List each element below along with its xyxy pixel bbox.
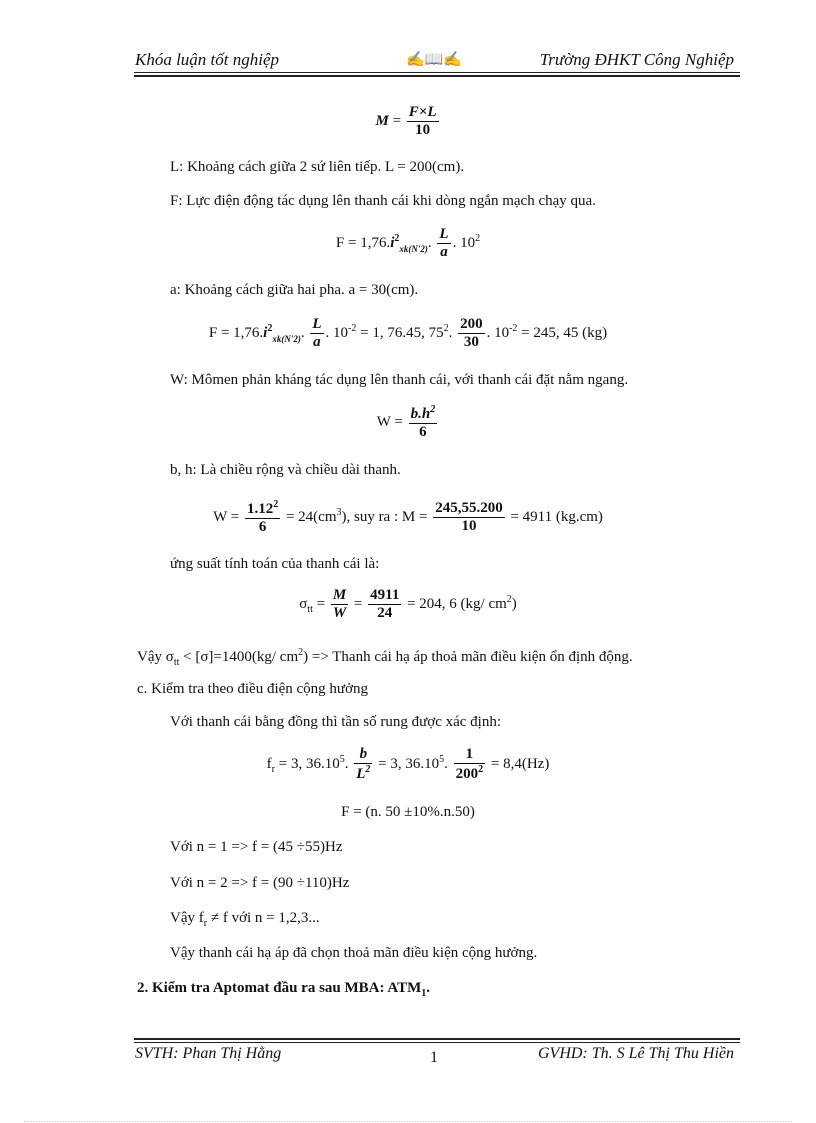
- formula-moment: M = $\frac{F\times L}{10}$: [375, 104, 437, 139]
- formula-frequency: $f_r = 3$, 36.10$^5$. $\frac{b}{L^2}$ = 3, 36.10$^5$. $\frac{1}{200^2}$ = 8,4(Hz): [266, 746, 550, 783]
- header-rule-thin: [134, 72, 740, 73]
- para-conclusion-2: Vậy $f_r \ne f$ với n = 1,2,3...: [170, 910, 320, 929]
- formula-force: $F = 1,76.i^2_{xk(N'2)}$. $\frac{L}{a}$ . $10^2$: [335, 226, 481, 261]
- page-number: 1: [430, 1049, 438, 1066]
- header-rule-thick: [134, 75, 740, 77]
- para-a: a: Khoảng cách giữa hai pha. a = 30(cm).: [170, 282, 419, 298]
- formula-W: W = $\frac{b.h^2}{6}$: [376, 404, 436, 441]
- footer-rule-thick: [134, 1038, 740, 1040]
- header-left: Khóa luận tốt nghiệp: [135, 50, 280, 69]
- section-2-heading: 2. Kiểm tra Aptomat đầu ra sau MBA: $ATM_1$.: [137, 980, 431, 999]
- para-n1: Với n = 1 => f = (45 ÷55)Hz: [170, 839, 343, 855]
- para-stress: ứng suất tính toán của thanh cái là:: [170, 556, 380, 572]
- para-conclusion-1: Vậy $\sigma_{tt} < [\sigma]=1400(kg/$ $cm^2$) => Thanh cái hạ áp thoả mãn điều kiện ổn định động.: [137, 647, 633, 668]
- footer-right: GVHD: Th. S Lê Thị Thu Hiền: [537, 1045, 734, 1062]
- footer-left: SVTH: Phan Thị Hằng: [135, 1045, 282, 1062]
- para-W: W: Mômen phản kháng tác dụng lên thanh cái, với thanh cái đặt nằm ngang.: [170, 372, 629, 388]
- formula-force-value: $F = 1,76.i^2_{xk(N'2)}$. $\frac{L}{a}$ . $10^{-2} = 1$, 76.45, $75^2$. $\frac{200}{30}$ . $10^{-2} = 245$, 45 (kg): [208, 316, 608, 351]
- header-right: Trường ĐHKT Công Nghiệp: [539, 50, 734, 69]
- page-bottom-edge: [24, 1121, 792, 1122]
- formula-F-range: F = (n. 50 ±10%.n.50): [341, 804, 475, 820]
- para-L: L: Khoảng cách giữa 2 sứ liên tiếp. L = 200(cm).: [170, 159, 465, 175]
- para-F: F: Lực điện động tác dụng lên thanh cái khi dòng ngắn mạch chạy qua.: [170, 193, 596, 209]
- para-c-heading: c. Kiểm tra theo điều điện cộng hưởng: [137, 681, 368, 697]
- formula-W-M: W = $\frac{1.12^2}{6}$ = $24(cm^3)$, suy ra : M = $\frac{245,55.200}{10}$ = 4911 (kg.cm): [213, 499, 603, 536]
- para-conclusion-3: Vậy thanh cái hạ áp đã chọn thoả mãn điều kiện cộng hưởng.: [170, 945, 538, 961]
- para-voi: Với thanh cái bằng đồng thì tần số rung được xác định:: [170, 714, 502, 730]
- para-n2: Với n = 2 => f = (90 ÷110)Hz: [170, 875, 350, 891]
- para-bh: b, h: Là chiều rộng và chiều dài thanh.: [170, 462, 401, 478]
- footer-rule-thin: [134, 1042, 740, 1043]
- header-logo: ✍📖✍: [406, 52, 463, 68]
- formula-sigma: $\sigma_{tt}$ = $\frac{M}{W}$ = $\frac{4911}{24}$ = 204, 6 (kg/ $cm^2$): [299, 587, 517, 622]
